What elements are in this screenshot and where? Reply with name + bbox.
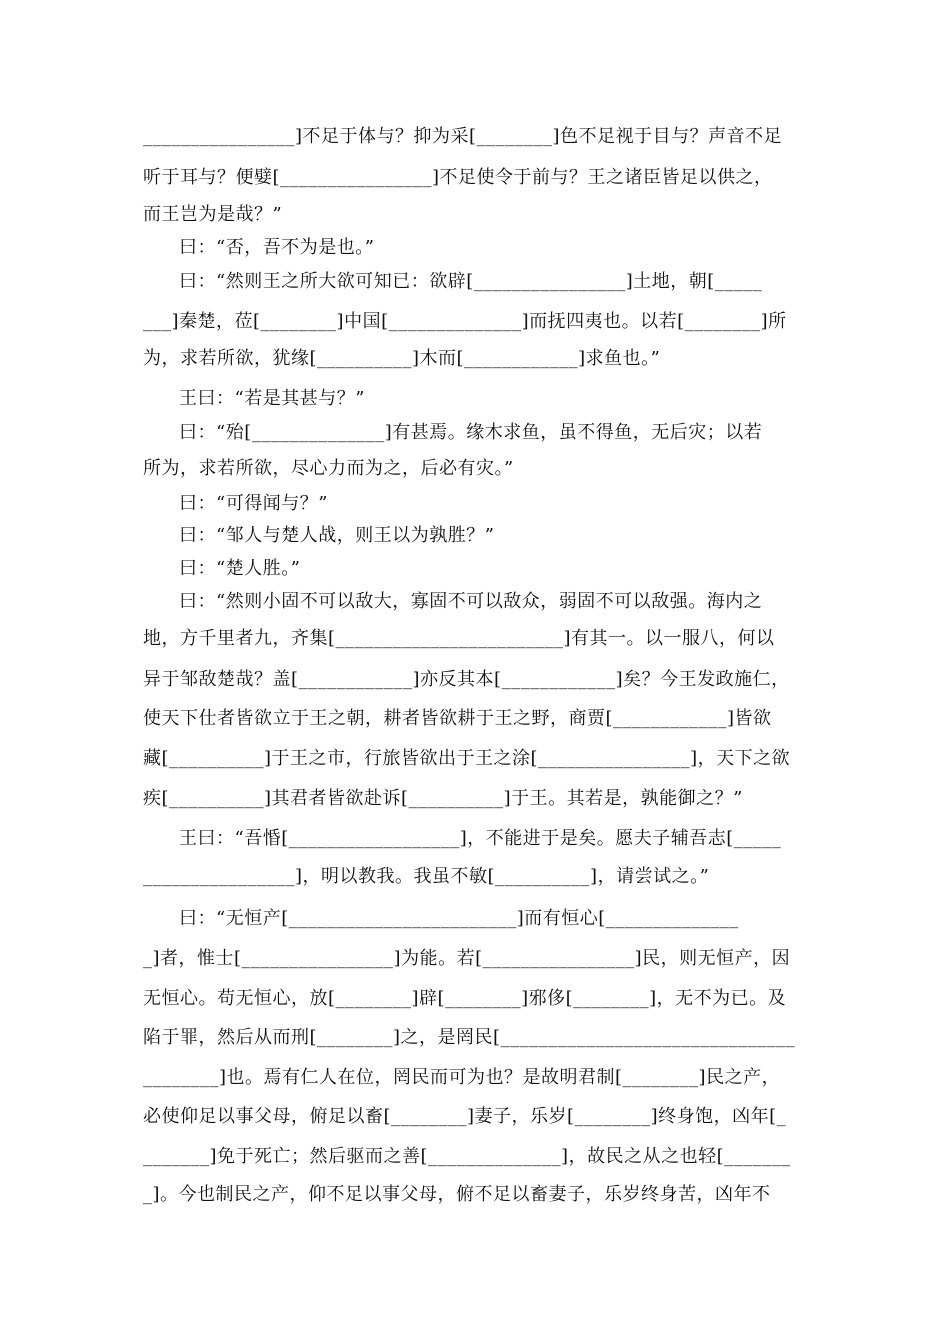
text-line: 听于耳与？便嬖[________________]不足使令于前与？王之诸臣皆足以供之，	[143, 167, 773, 188]
text-line: ________________]不足于体与？抑为采[________]色不足视于目与？声音不足	[143, 126, 783, 147]
text-line: 曰：“楚人胜。”	[179, 558, 301, 579]
text-line: 曰：“然则小固不可以敌大，寡固不可以敌众，弱固不可以敌强。海内之	[179, 591, 763, 612]
text-line: 曰：“殆[______________]有甚焉。缘木求鱼，虽不得鱼，无后灾；以若	[179, 422, 763, 443]
text-line: 曰：“无恒产[________________________]而有恒心[______________	[179, 908, 739, 929]
text-line: 使天下仕者皆欲立于王之朝，耕者皆欲耕于王之野，商贾[____________]皆欲	[143, 708, 772, 729]
text-line: ________]也。焉有仁人在位，罔民而可为也？是故明君制[________]民之产，	[143, 1067, 781, 1088]
text-line: 而王岂为是哉？”	[143, 204, 283, 225]
text-line: 无恒心。苟无恒心，放[________]辟[________]邪侈[________]，无不为已。及	[143, 988, 787, 1009]
text-line: 王曰：“吾惛[__________________]，不能进于是矣。愿夫子辅吾志[_____	[179, 828, 782, 849]
text-line: 王曰：“若是其甚与？”	[179, 388, 365, 409]
text-line: 曰：“否，吾不为是也。”	[179, 237, 375, 258]
text-line: 地，方千里者九，齐集[________________________]有其一。以一服八，何以	[143, 628, 775, 649]
text-line: _]者，惟士[________________]为能。若[________________]民，则无恒产，因	[143, 948, 791, 969]
text-line: 必使仰足以事父母，俯足以畜[________]妻子，乐岁[________]终身饱，凶年[_	[143, 1106, 787, 1127]
text-line: 所为，求若所欲，尽心力而为之，后必有灾。”	[143, 458, 514, 479]
text-line: 为，求若所欲，犹缘[__________]木而[____________]求鱼也。”	[143, 348, 661, 369]
text-line: 曰：“可得闻与？”	[179, 493, 328, 514]
text-line: ___]秦楚，莅[________]中国[______________]而抚四夷也。以若[________]所	[143, 311, 787, 332]
text-line: 藏[__________]于王之市，行旅皆欲出于王之涂[________________]，天下之欲	[143, 748, 791, 769]
text-line: _______]免于死亡；然后驱而之善[______________]，故民之从之也轻[_______	[143, 1146, 791, 1167]
text-line: 曰：“邹人与楚人战，则王以为孰胜？”	[179, 525, 495, 546]
text-line: ________________]，明以教我。我虽不敏[__________]，请尝试之。”	[143, 866, 710, 887]
text-line: 陷于罪，然后从而刑[________]之，是罔民[_______________________________	[143, 1027, 796, 1048]
text-line: 曰：“然则王之所大欲可知已：欲辟[________________]土地，朝[_____	[179, 271, 763, 292]
text-line: 异于邹敌楚哉？盖[____________]亦反其本[____________]矣？今王发政施仁，	[143, 669, 790, 690]
text-line: 疾[__________]其君者皆欲赴诉[__________]于王。其若是，孰能御之？”	[143, 788, 743, 809]
text-line: _]。今也制民之产，仰不足以事父母，俯不足以畜妻子，乐岁终身苦，凶年不	[143, 1184, 771, 1205]
